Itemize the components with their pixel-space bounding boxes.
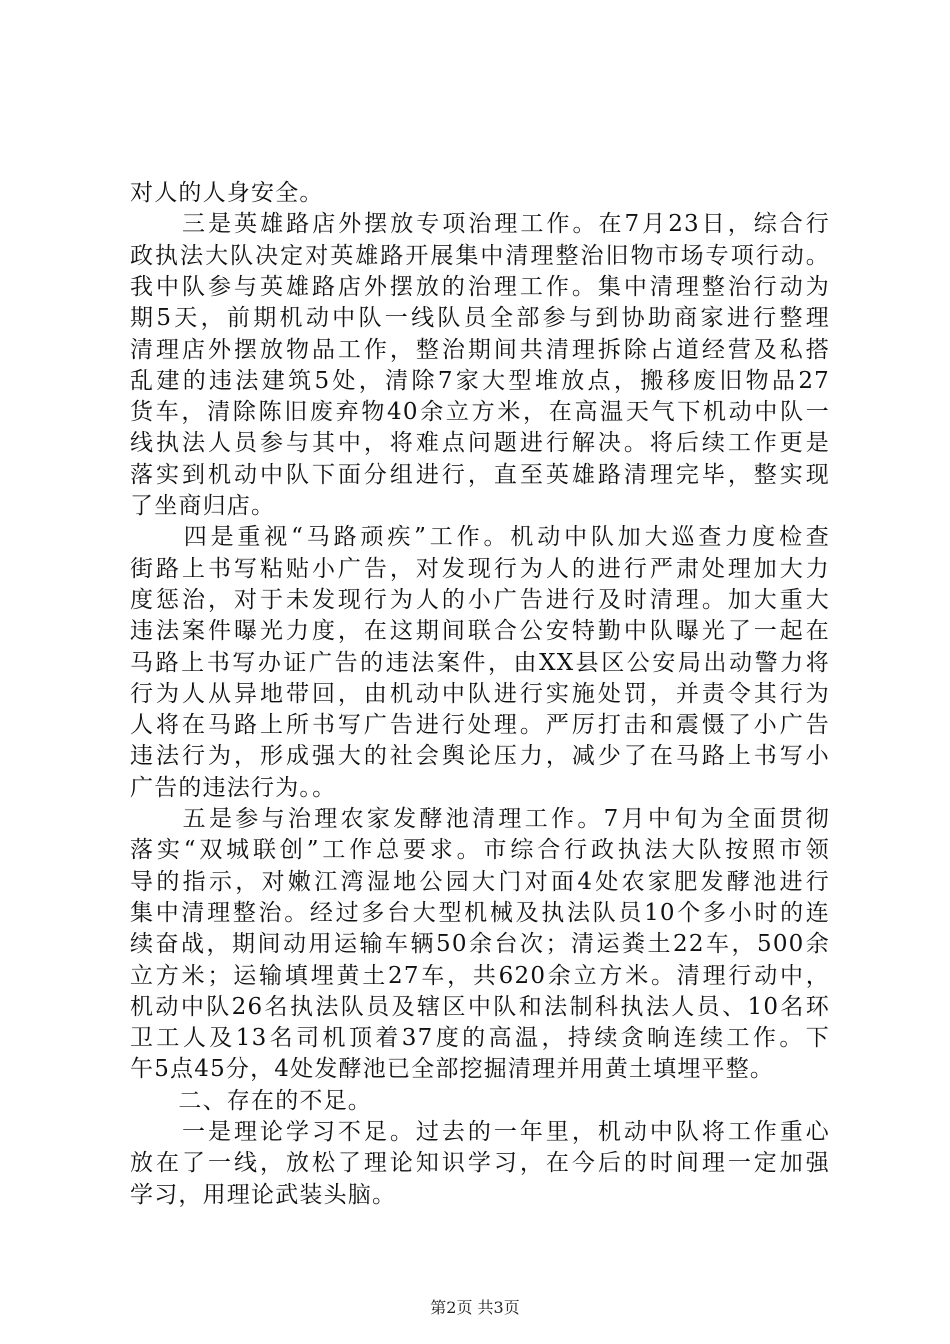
text-line: 期5天，前期机动中队一线队员全部参与到协助商家进行整理 — [130, 305, 830, 332]
text-line: 机动中队26名执法队员及辖区中队和法制科执法人员、10名环 — [130, 993, 830, 1020]
text-line: 落实到机动中队下面分组进行，直至英雄路清理完毕，整实现 — [130, 461, 830, 488]
text-line: 导的指示，对嫩江湾湿地公园大门对面4处农家肥发酵池进行 — [130, 868, 830, 895]
text-line: 广告的违法行为。。 — [130, 774, 337, 801]
text-line: 立方米；运输填埋黄土27车，共620余立方米。清理行动中， — [130, 962, 830, 989]
text-line: 对人的人身安全。 — [130, 180, 324, 206]
text-line: 人将在马路上所书写广告进行处理。严厉打击和震慑了小广告 — [130, 712, 830, 739]
text-line: 违法行为，形成强大的社会舆论压力，减少了在马路上书写小 — [130, 743, 830, 770]
text-line: 一是理论学习不足。过去的一年里，机动中队将工作重心 — [130, 1119, 830, 1145]
text-line: 二、存在的不足。 — [130, 1087, 372, 1114]
text-line: 政执法大队决定对英雄路开展集中清理整治旧物市场专项行动。 — [130, 242, 830, 269]
text-line: 卫工人及13名司机顶着37度的高温，持续贪晌连续工作。下 — [130, 1025, 830, 1052]
text-line: 行为人从异地带回，由机动中队进行实施处罚，并责令其行为 — [130, 680, 830, 707]
text-line: 放在了一线，放松了理论知识学习，在今后的时间理一定加强 — [130, 1150, 830, 1177]
page-footer: 第2页 共3页 — [430, 1298, 520, 1317]
text-line: 三是英雄路店外摆放专项治理工作。在7月23日，综合行 — [130, 211, 830, 238]
text-line: 四是重视“马路顽疾”工作。机动中队加大巡查力度检查 — [130, 524, 830, 551]
text-line: 违法案件曝光力度，在这期间联合公安特勤中队曝光了一起在 — [130, 618, 830, 645]
text-line: 马路上书写办证广告的违法案件，由XX县区公安局出动警力将 — [130, 649, 830, 676]
text-line: 午5点45分，4处发酵池已全部挖掘清理并用黄土填埋平整。 — [130, 1056, 775, 1083]
text-line: 街路上书写粘贴小广告，对发现行为人的进行严肃处理加大力 — [130, 555, 830, 582]
text-line: 清理店外摆放物品工作，整治期间共清理拆除占道经营及私搭 — [130, 336, 830, 363]
text-line: 度惩治，对于未发现行为人的小广告进行及时清理。加大重大 — [130, 586, 830, 613]
text-line: 五是参与治理农家发酵池清理工作。7月中旬为全面贯彻 — [130, 806, 830, 832]
text-line: 我中队参与英雄路店外摆放的治理工作。集中清理整治行动为 — [130, 273, 830, 300]
text-line: 学习，用理论武装头脑。 — [130, 1181, 397, 1208]
text-line: 续奋战，期间动用运输车辆50余台次；清运粪土22车，500余 — [130, 931, 830, 958]
text-line: 货车，清除陈旧废弃物40余立方米，在高温天气下机动中队一 — [130, 399, 830, 426]
text-line: 集中清理整治。经过多台大型机械及执法队员10个多小时的连 — [130, 899, 830, 926]
text-line: 线执法人员参与其中，将难点问题进行解决。将后续工作更是 — [130, 430, 830, 457]
text-line: 乱建的违法建筑5处，清除7家大型堆放点，搬移废旧物品27 — [130, 367, 830, 394]
text-line: 落实“双城联创”工作总要求。市综合行政执法大队按照市领 — [130, 837, 830, 864]
text-line: 了坐商归店。 — [130, 493, 276, 519]
